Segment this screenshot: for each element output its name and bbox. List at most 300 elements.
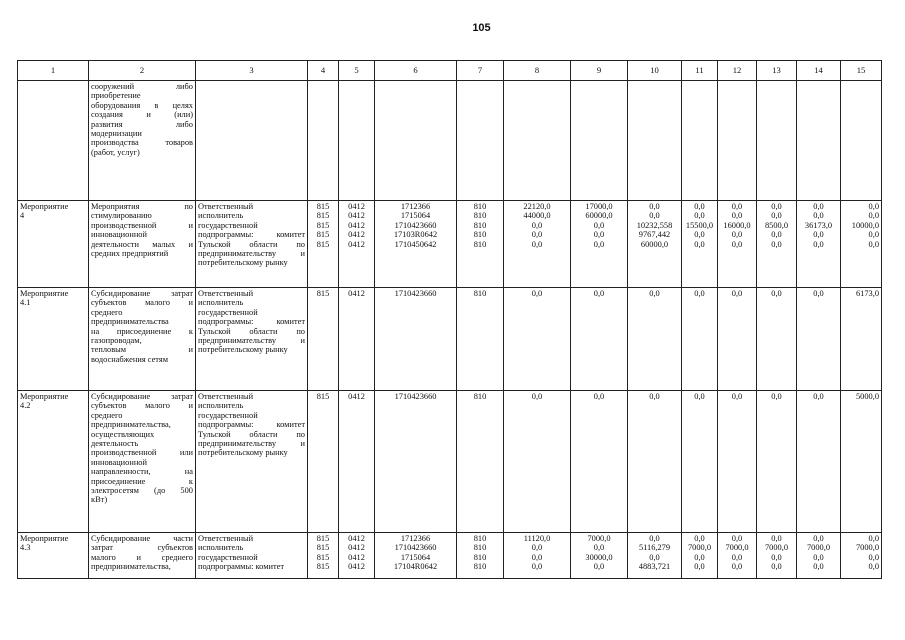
cell-line: 0,0 <box>813 562 824 572</box>
cell-line: деятельность <box>91 439 139 449</box>
table-cell-col-8 <box>504 533 571 579</box>
cell-line: 15500,0 <box>685 220 714 230</box>
table-cell-col-1 <box>18 81 89 201</box>
table-row <box>18 533 882 579</box>
table-row <box>18 288 882 391</box>
cell-line: Ответственный <box>198 534 254 543</box>
cell-line: сооружений либо <box>91 82 193 91</box>
cell-line: 815 <box>316 230 330 240</box>
cell-line: 0,0 <box>771 230 782 240</box>
table-cell-col-13 <box>757 81 797 201</box>
cell-line: 0,0 <box>813 239 824 249</box>
cell-line: (работ, услуг) <box>91 147 140 157</box>
table-cell-col-15 <box>841 533 882 579</box>
cell-line: 0,0 <box>813 392 824 401</box>
cell-line: 815 <box>316 562 330 572</box>
table-cell-col-5 <box>339 533 375 579</box>
cell-line: стимулированию <box>91 211 152 221</box>
cell-line: Субсидирование части <box>91 534 193 543</box>
cell-line: 0412 <box>348 230 365 240</box>
cell-line: 0,0 <box>868 230 879 240</box>
column-header-7: 7 <box>457 61 504 81</box>
cell-line: подпрограммы: комитет <box>198 420 305 430</box>
cell-line: 0,0 <box>649 211 660 221</box>
table-cell-col-1 <box>18 201 89 288</box>
cell-line: 0,0 <box>531 543 543 553</box>
cell-line: 0,0 <box>694 562 705 572</box>
cell-line: 0,0 <box>771 562 782 572</box>
cell-line: 815 <box>316 289 330 298</box>
cell-line: оборудования в целях <box>91 100 193 110</box>
cell-line: 1710423660 <box>394 289 437 298</box>
cell-line: 7000,0 <box>687 543 712 553</box>
cell-line: 0412 <box>348 562 365 572</box>
table-cell-col-9 <box>571 201 628 288</box>
table-cell-col-15 <box>841 81 882 201</box>
cell-line: 0,0 <box>771 211 782 221</box>
table-cell-col-6 <box>375 81 457 201</box>
cell-line: 4883,721 <box>638 562 671 572</box>
cell-line: подпрограммы: комитет <box>198 317 305 327</box>
cell-line: 0,0 <box>813 202 824 211</box>
cell-line: 11120,0 <box>523 534 551 543</box>
table-cell-col-12 <box>718 81 757 201</box>
cell-line: 810 <box>473 562 487 572</box>
table-cell-col-1 <box>18 391 89 533</box>
cell-line: осуществляющих <box>91 429 155 439</box>
cell-line: Мероприятие <box>20 202 69 211</box>
table-cell-col-7 <box>457 391 504 533</box>
table-cell-col-14 <box>797 201 841 288</box>
table-cell-col-4 <box>308 81 339 201</box>
cell-line: потребительскому рынку <box>198 448 288 458</box>
cell-line: 0,0 <box>731 534 743 543</box>
cell-line: электросетям (до 500 <box>91 486 193 496</box>
cell-line: 810 <box>473 220 487 230</box>
table-cell-col-13 <box>757 201 797 288</box>
cell-line: 0,0 <box>531 220 543 230</box>
table-cell-col-12 <box>718 288 757 391</box>
cell-line: производства товаров <box>91 138 193 148</box>
table-cell-col-10 <box>628 391 682 533</box>
cell-line: малого и среднего <box>91 552 193 562</box>
cell-line: 810 <box>473 543 487 553</box>
cell-line: субъектов малого и <box>91 401 193 411</box>
table-cell-col-8 <box>504 201 571 288</box>
table-cell-col-10 <box>628 201 682 288</box>
cell-line: инновационной <box>91 457 147 467</box>
cell-line: 0,0 <box>813 289 824 298</box>
cell-line: 4.3 <box>20 543 31 553</box>
cell-line: 815 <box>316 392 330 401</box>
cell-line: приобретение <box>91 91 141 101</box>
table-cell-col-2 <box>89 81 196 201</box>
table-cell-col-13 <box>757 533 797 579</box>
column-header-10: 10 <box>628 61 682 81</box>
cell-line: государственной <box>198 410 258 420</box>
cell-line: 0,0 <box>868 534 879 543</box>
cell-line: 0,0 <box>868 239 879 249</box>
cell-line: 7000,0 <box>806 543 831 553</box>
cell-line: 1710423660 <box>394 220 437 230</box>
cell-line: 0,0 <box>593 220 605 230</box>
cell-line: государственной <box>198 220 258 230</box>
cell-line: 0,0 <box>694 552 705 562</box>
cell-line: 810 <box>473 392 487 401</box>
cell-line: исполнитель <box>198 298 244 308</box>
cell-line: направленности, на <box>91 467 193 477</box>
cell-line: 0,0 <box>649 552 660 562</box>
cell-line: 8500,0 <box>764 220 789 230</box>
cell-line: 16000,0 <box>723 220 751 230</box>
cell-line: 0,0 <box>771 239 782 249</box>
table-cell-col-15 <box>841 201 882 288</box>
table-cell-col-2 <box>89 201 196 288</box>
column-header-9: 9 <box>571 61 628 81</box>
cell-line: 0,0 <box>593 392 605 401</box>
cell-line: исполнитель <box>198 543 244 553</box>
cell-line: 0,0 <box>868 562 879 572</box>
cell-line: 815 <box>316 239 330 249</box>
cell-line: 1710423660 <box>394 392 437 401</box>
table-cell-col-3 <box>196 288 308 391</box>
cell-line: 0,0 <box>813 230 824 240</box>
cell-line: 5000,0 <box>855 392 879 401</box>
cell-line: деятельности малых и <box>91 239 193 249</box>
cell-line: 0,0 <box>694 202 705 211</box>
cell-line: 0412 <box>348 534 365 543</box>
cell-line: 810 <box>473 289 487 298</box>
cell-line: Ответственный <box>198 289 254 298</box>
table-cell-col-2 <box>89 288 196 391</box>
cell-line: 0,0 <box>731 289 743 298</box>
table-cell-col-7 <box>457 201 504 288</box>
table-cell-col-7 <box>457 81 504 201</box>
cell-line: 0412 <box>348 239 365 249</box>
cell-line: 0,0 <box>731 202 743 211</box>
cell-line: 0412 <box>348 392 365 401</box>
cell-line: 0,0 <box>731 562 743 572</box>
cell-line: 0412 <box>348 552 365 562</box>
table-cell-col-15 <box>841 288 882 391</box>
cell-line: 7000,0 <box>587 534 611 543</box>
cell-line: 0412 <box>348 202 365 211</box>
cell-line: предпринимательству и <box>198 336 305 346</box>
cell-line: Тульской области по <box>198 239 305 249</box>
table-cell-col-3 <box>196 201 308 288</box>
cell-line: 1710450642 <box>394 239 437 249</box>
cell-line: 0,0 <box>868 552 879 562</box>
cell-line: 0,0 <box>531 392 543 401</box>
cell-line: 0,0 <box>731 211 743 221</box>
table-cell-col-10 <box>628 533 682 579</box>
cell-line: подпрограммы: комитет <box>198 562 285 572</box>
table-cell-col-9 <box>571 391 628 533</box>
table-cell-col-14 <box>797 288 841 391</box>
cell-line: государственной <box>198 307 258 317</box>
table-cell-col-11 <box>682 288 718 391</box>
table-cell-col-9 <box>571 533 628 579</box>
cell-line: 0,0 <box>771 534 782 543</box>
table-cell-col-10 <box>628 81 682 201</box>
cell-line: 0,0 <box>813 552 824 562</box>
table-cell-col-14 <box>797 533 841 579</box>
cell-line: предпринимательства, <box>91 562 171 572</box>
column-header-15: 15 <box>841 61 882 81</box>
table-cell-col-8 <box>504 391 571 533</box>
cell-line: исполнитель <box>198 401 244 411</box>
table-row <box>18 391 882 533</box>
table-cell-col-13 <box>757 288 797 391</box>
cell-line: 1710423660 <box>394 543 437 553</box>
cell-line: 22120,0 <box>523 202 551 211</box>
table-cell-col-7 <box>457 533 504 579</box>
header-row <box>18 61 882 81</box>
cell-line: 0,0 <box>531 562 543 572</box>
cell-line: 0,0 <box>731 392 743 401</box>
table-cell-col-6 <box>375 288 457 391</box>
table-cell-col-8 <box>504 288 571 391</box>
cell-line: 815 <box>316 543 330 553</box>
cell-line: 0,0 <box>531 289 543 298</box>
cell-line: 0,0 <box>694 230 705 240</box>
column-header-1: 1 <box>18 61 89 81</box>
cell-line: 4 <box>20 211 25 221</box>
table-cell-col-7 <box>457 288 504 391</box>
cell-line: производственной и <box>91 220 193 230</box>
cell-line: 0,0 <box>649 289 660 298</box>
cell-line: 0,0 <box>771 202 782 211</box>
cell-line: 0,0 <box>868 211 879 221</box>
column-header-4: 4 <box>308 61 339 81</box>
cell-line: субъектов малого и <box>91 298 193 308</box>
table-cell-col-14 <box>797 81 841 201</box>
cell-line: 17103R0642 <box>393 230 438 240</box>
cell-line: 44000,0 <box>523 211 551 221</box>
table-cell-col-2 <box>89 391 196 533</box>
cell-line: 0,0 <box>649 202 660 211</box>
column-header-14: 14 <box>797 61 841 81</box>
cell-line: предпринимательства <box>91 317 169 327</box>
cell-line: 810 <box>473 239 487 249</box>
cell-line: 815 <box>316 552 330 562</box>
cell-line: предпринимательства, <box>91 420 171 430</box>
cell-line: 17104R0642 <box>393 562 438 572</box>
cell-line: 815 <box>316 202 330 211</box>
cell-line: 810 <box>473 202 487 211</box>
column-header-2: 2 <box>89 61 196 81</box>
cell-line: 810 <box>473 534 487 543</box>
cell-line: 7000,0 <box>725 543 749 553</box>
table-cell-col-6 <box>375 201 457 288</box>
cell-line: на присоединение к <box>91 326 193 336</box>
cell-line: Тульской области по <box>198 429 305 439</box>
cell-line: среднего <box>91 307 123 317</box>
table-cell-col-11 <box>682 201 718 288</box>
table-cell-col-11 <box>682 391 718 533</box>
cell-line: Мероприятие <box>20 392 69 401</box>
column-header-12: 12 <box>718 61 757 81</box>
column-header-6: 6 <box>375 61 457 81</box>
cell-line: 10000,0 <box>851 220 879 230</box>
cell-line: 4.2 <box>20 401 31 411</box>
cell-line: 17000,0 <box>585 202 613 211</box>
cell-line: 5116,279 <box>638 543 671 553</box>
table-cell-col-12 <box>718 391 757 533</box>
cell-line: государственной <box>198 552 258 562</box>
cell-line: 0,0 <box>593 239 605 249</box>
cell-line: 0,0 <box>593 562 605 572</box>
table-cell-col-3 <box>196 391 308 533</box>
cell-line: тепловым и <box>91 345 193 355</box>
table-cell-col-4 <box>308 391 339 533</box>
cell-line: 815 <box>316 211 330 221</box>
cell-line: Мероприятия по <box>91 202 193 211</box>
cell-line: 0412 <box>348 543 365 553</box>
cell-line: Ответственный <box>198 392 254 401</box>
table-cell-col-4 <box>308 201 339 288</box>
table-cell-col-3 <box>196 81 308 201</box>
table-cell-col-1 <box>18 288 89 391</box>
cell-line: 60000,0 <box>585 211 613 221</box>
cell-line: 0,0 <box>694 239 705 249</box>
cell-line: 30000,0 <box>585 552 613 562</box>
cell-line: производственной или <box>91 448 193 458</box>
cell-line: развития либо <box>91 119 193 129</box>
table-cell-col-11 <box>682 81 718 201</box>
table-cell-col-1 <box>18 533 89 579</box>
cell-line: 0,0 <box>813 534 824 543</box>
cell-line: 7000,0 <box>855 543 879 553</box>
cell-line: 810 <box>473 230 487 240</box>
cell-line: 810 <box>473 211 487 221</box>
table-cell-col-5 <box>339 81 375 201</box>
cell-line: 1712366 <box>400 534 431 543</box>
cell-line: потребительскому рынку <box>198 258 288 268</box>
cell-line: инновационной <box>91 230 147 240</box>
table-cell-col-10 <box>628 288 682 391</box>
table-cell-col-9 <box>571 81 628 201</box>
column-header-11: 11 <box>682 61 718 81</box>
cell-line: 0,0 <box>771 552 782 562</box>
cell-line: Субсидирование затрат <box>91 392 193 401</box>
cell-line: 0,0 <box>531 239 543 249</box>
cell-line: газопроводам, <box>91 336 142 346</box>
cell-line: 815 <box>316 220 330 230</box>
table-cell-col-6 <box>375 391 457 533</box>
table-cell-col-2 <box>89 533 196 579</box>
table-cell-col-9 <box>571 288 628 391</box>
column-header-3: 3 <box>196 61 308 81</box>
cell-line: 10232,558 <box>636 220 673 230</box>
cell-line: среднего <box>91 410 123 420</box>
budget-table <box>17 60 882 579</box>
table-cell-col-12 <box>718 201 757 288</box>
cell-line: 9767,442 <box>638 230 671 240</box>
cell-line: 0,0 <box>649 534 660 543</box>
table-cell-col-8 <box>504 81 571 201</box>
cell-line: 0,0 <box>531 230 543 240</box>
cell-line: 1715064 <box>400 552 431 562</box>
cell-line: 4.1 <box>20 298 31 308</box>
page-number: 105 <box>472 22 491 34</box>
cell-line: 0,0 <box>813 211 824 221</box>
cell-line: создания и (или) <box>91 110 193 120</box>
cell-line: 0,0 <box>731 239 743 249</box>
table-cell-col-12 <box>718 533 757 579</box>
table-cell-col-13 <box>757 391 797 533</box>
cell-line: потребительскому рынку <box>198 345 288 355</box>
cell-line: затрат субъектов <box>91 543 193 553</box>
cell-line: 0,0 <box>771 392 782 401</box>
cell-line: 0,0 <box>771 289 782 298</box>
cell-line: 815 <box>316 534 330 543</box>
table-cell-col-6 <box>375 533 457 579</box>
table-cell-col-11 <box>682 533 718 579</box>
cell-line: Ответственный <box>198 202 254 211</box>
table-row <box>18 201 882 288</box>
cell-line: предпринимательству и <box>198 249 305 259</box>
cell-line: подпрограммы: комитет <box>198 230 305 240</box>
cell-line: 0,0 <box>531 552 543 562</box>
cell-line: модернизации <box>91 129 142 139</box>
table-cell-col-5 <box>339 288 375 391</box>
cell-line: 0,0 <box>731 230 743 240</box>
table-cell-col-5 <box>339 391 375 533</box>
table-cell-col-4 <box>308 288 339 391</box>
cell-line: 0412 <box>348 211 365 221</box>
cell-line: 0412 <box>348 220 365 230</box>
cell-line: Субсидирование затрат <box>91 289 193 298</box>
column-header-5: 5 <box>339 61 375 81</box>
table-cell-col-15 <box>841 391 882 533</box>
cell-line: Тульской области по <box>198 326 305 336</box>
column-header-8: 8 <box>504 61 571 81</box>
cell-line: исполнитель <box>198 211 244 221</box>
cell-line: присоединение к <box>91 476 193 486</box>
table-row <box>18 81 882 201</box>
cell-line: водоснабжения сетям <box>91 354 169 364</box>
cell-line: 0,0 <box>694 392 705 401</box>
cell-line: предпринимательству и <box>198 439 305 449</box>
cell-line: Мероприятие <box>20 534 69 543</box>
cell-line: 1712366 <box>400 202 431 211</box>
cell-line: 0,0 <box>694 289 705 298</box>
cell-line: 810 <box>473 552 487 562</box>
cell-line: кВт) <box>91 495 108 505</box>
cell-line: 0,0 <box>649 392 660 401</box>
cell-line: 6173,0 <box>855 289 879 298</box>
cell-line: 0,0 <box>593 289 605 298</box>
cell-line: 60000,0 <box>640 239 669 249</box>
cell-line: 0,0 <box>593 543 605 553</box>
cell-line: 1715064 <box>400 211 431 221</box>
table-cell-col-5 <box>339 201 375 288</box>
table-cell-col-14 <box>797 391 841 533</box>
table-cell-col-4 <box>308 533 339 579</box>
column-header-13: 13 <box>757 61 797 81</box>
cell-line: 0,0 <box>694 534 705 543</box>
cell-line: средних предприятий <box>91 249 169 259</box>
cell-line: Мероприятие <box>20 289 69 298</box>
cell-line: 0,0 <box>593 230 605 240</box>
cell-line: 0,0 <box>731 552 743 562</box>
cell-line: 0,0 <box>868 202 879 211</box>
cell-line: 36173,0 <box>804 220 833 230</box>
table-cell-col-3 <box>196 533 308 579</box>
cell-line: 7000,0 <box>764 543 789 553</box>
cell-line: 0412 <box>348 289 365 298</box>
